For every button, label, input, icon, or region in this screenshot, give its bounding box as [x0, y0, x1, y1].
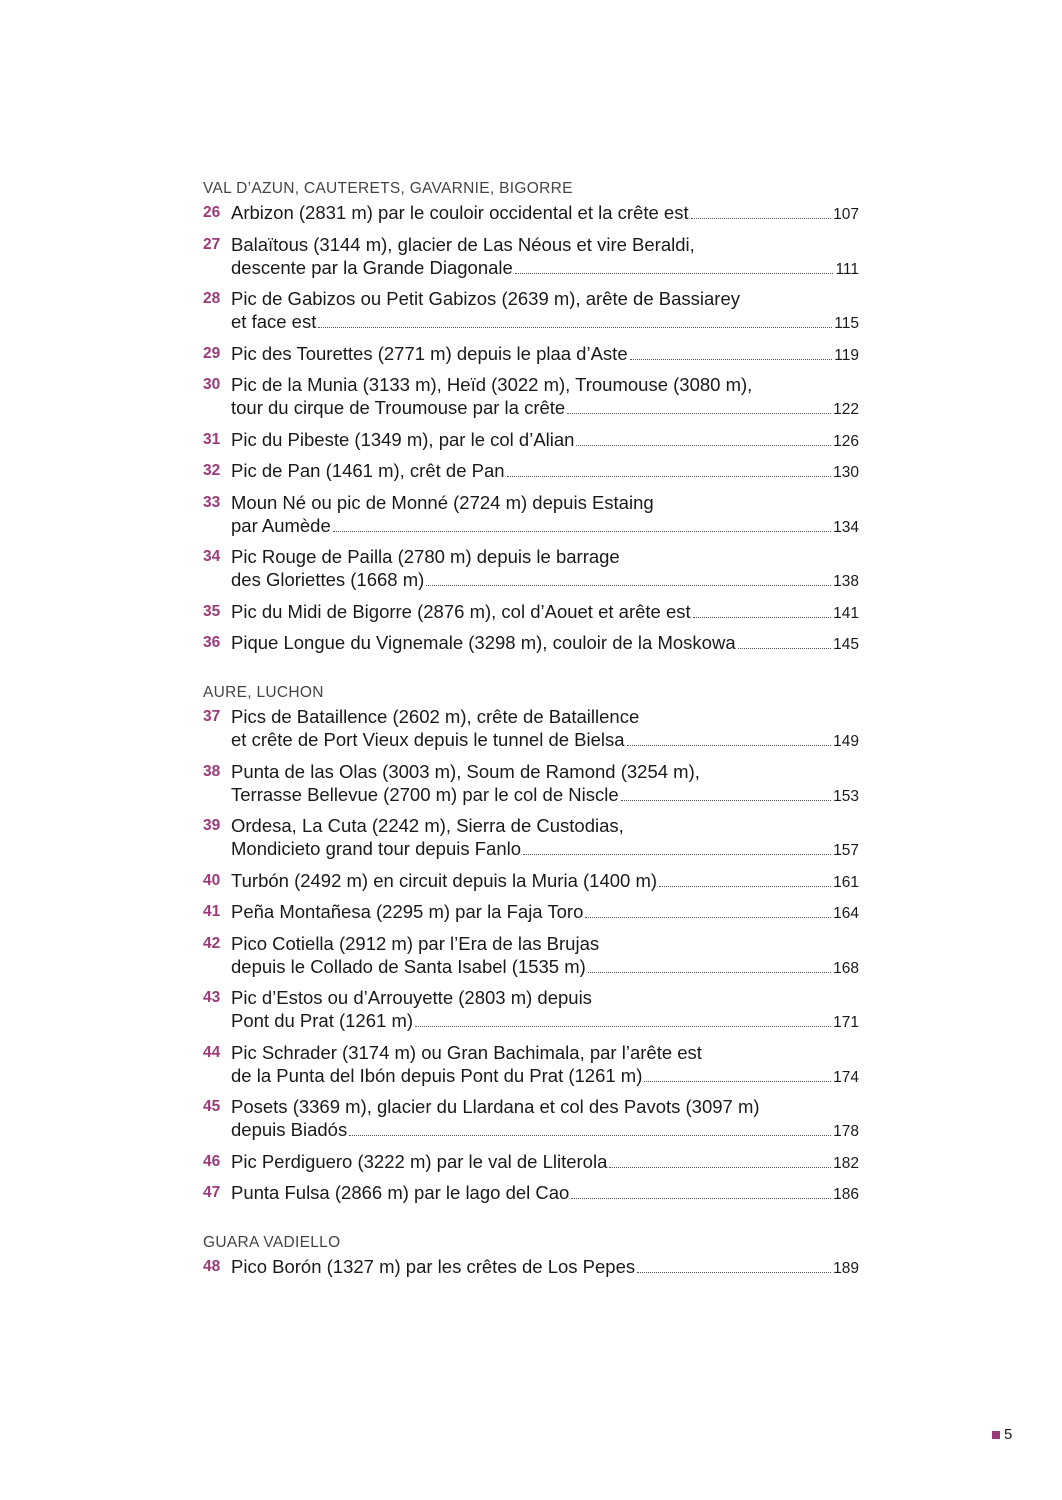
dot-leader	[659, 886, 831, 887]
entry-number: 35	[203, 602, 221, 620]
entry-page: 168	[833, 959, 859, 977]
toc-entry[interactable]	[203, 932, 859, 980]
entry-page: 157	[833, 842, 859, 859]
entry-number: 43	[203, 989, 221, 1006]
toc-entry[interactable]	[203, 1095, 859, 1143]
toc-entry[interactable]	[203, 631, 859, 656]
entry-number: 38	[203, 762, 221, 780]
entry-page: 186	[833, 1186, 859, 1203]
entry-page: 107	[833, 206, 859, 223]
entry-number: 46	[203, 1152, 221, 1170]
entry-number: 29	[203, 344, 221, 362]
entry-number: 44	[203, 1043, 221, 1061]
toc-entry[interactable]	[203, 459, 859, 484]
dot-leader	[515, 273, 834, 274]
toc-section	[203, 1233, 859, 1280]
entry-title: Pic d’Estos ou d’Arrouyette (2803 m) depuis	[231, 987, 592, 1008]
entry-title: de la Punta del Ibón depuis Pont du Prat (1261 m)	[231, 1064, 643, 1086]
square-marker-icon	[992, 1431, 1000, 1439]
toc-entry[interactable]	[203, 1041, 859, 1089]
entry-title: Pic de Pan (1461 m), crêt de Pan	[231, 460, 505, 481]
entry-title: depuis Biadós	[231, 1119, 348, 1140]
toc-entry[interactable]	[203, 900, 859, 925]
dot-leader	[585, 917, 831, 918]
entry-title: par Aumède	[231, 514, 331, 536]
page-number	[992, 1426, 1012, 1443]
toc-section	[203, 179, 859, 656]
entry-number: 27	[203, 235, 221, 253]
entry-title: Mondicieto grand tour depuis Fanlo	[231, 838, 522, 859]
toc-entry[interactable]	[203, 201, 859, 226]
toc-entry[interactable]	[203, 287, 859, 335]
entry-number: 36	[203, 634, 221, 651]
entry-number: 45	[203, 1098, 221, 1115]
entry-title: Peña Montañesa (2295 m) par la Faja Toro	[231, 901, 584, 922]
dot-leader	[415, 1026, 831, 1027]
entry-page: 182	[833, 1154, 859, 1172]
section-title: AURE, LUCHON	[203, 684, 324, 701]
entry-title: Punta Fulsa (2866 m) par le lago del Cao	[231, 1182, 570, 1203]
entry-title: depuis le Collado de Santa Isabel (1535 m)	[231, 955, 586, 977]
entry-page: 164	[833, 905, 859, 922]
dot-leader	[691, 218, 832, 219]
dot-leader	[333, 531, 831, 532]
entry-title: Pic Schrader (3174 m) ou Gran Bachimala, par l’arête est	[231, 1041, 702, 1063]
entry-title: Pic de Gabizos ou Petit Gabizos (2639 m), arête de Bassiarey	[231, 288, 741, 309]
entry-title: Terrasse Bellevue (2700 m) par le col de Niscle	[231, 783, 619, 805]
toc-entry[interactable]	[203, 233, 859, 281]
dot-leader	[630, 359, 833, 360]
entry-title: des Gloriettes (1668 m)	[231, 569, 425, 590]
entry-title: Pico Cotiella (2912 m) par l’Era de las Brujas	[231, 932, 600, 954]
entry-title: Arbizon (2831 m) par le couloir occidental et la crête est	[231, 202, 689, 223]
toc-entry[interactable]	[203, 760, 859, 808]
entry-page: 119	[834, 346, 859, 364]
dot-leader	[507, 476, 832, 477]
section-title: VAL D’AZUN, CAUTERETS, GAVARNIE, BIGORRE	[203, 180, 573, 197]
entry-title: Moun Né ou pic de Monné (2724 m) depuis Estaing	[231, 491, 654, 513]
dot-leader	[637, 1272, 831, 1273]
entry-title: Turbón (2492 m) en circuit depuis la Muria (1400 m)	[231, 869, 658, 891]
entry-title: Pic du Pibeste (1349 m), par le col d’Alian	[231, 428, 575, 450]
entry-page: 153	[833, 787, 859, 805]
entry-page: 145	[833, 636, 859, 653]
entry-number: 48	[203, 1258, 221, 1275]
toc-entry[interactable]	[203, 428, 859, 453]
entry-title: Pic du Midi de Bigorre (2876 m), col d’Aouet et arête est	[231, 600, 691, 622]
entry-title: Ordesa, La Cuta (2242 m), Sierra de Custodias,	[231, 815, 624, 836]
toc-entry[interactable]	[203, 342, 859, 367]
entry-title: tour du cirque de Troumouse par la crête	[231, 397, 566, 418]
dot-leader	[576, 445, 831, 446]
entry-number: 30	[203, 376, 221, 393]
dot-leader	[738, 648, 832, 649]
entry-title: Balaïtous (3144 m), glacier de Las Néous et vire Beraldi,	[231, 233, 695, 255]
table-of-contents	[203, 179, 859, 1307]
entry-number: 39	[203, 817, 221, 834]
dot-leader	[609, 1167, 831, 1168]
toc-entry[interactable]	[203, 1255, 859, 1280]
entry-number: 42	[203, 934, 221, 952]
toc-section	[203, 683, 859, 1206]
entry-title: Pico Borón (1327 m) par les crêtes de Los Pepes	[231, 1256, 636, 1277]
entry-number: 47	[203, 1184, 221, 1201]
entry-page: 122	[833, 401, 859, 418]
entry-title: Pic Rouge de Pailla (2780 m) depuis le barrage	[231, 546, 620, 567]
entry-title: Pic Perdiguero (3222 m) par le val de Lliterola	[231, 1150, 608, 1172]
toc-entry[interactable]	[203, 869, 859, 894]
toc-entry[interactable]	[203, 705, 859, 753]
dot-leader	[627, 745, 832, 746]
entry-number: 41	[203, 903, 221, 920]
section-title: GUARA VADIELLO	[203, 1234, 341, 1251]
entry-number: 34	[203, 548, 221, 565]
entry-title: Pique Longue du Vignemale (3298 m), couloir de la Moskowa	[231, 632, 736, 653]
toc-entry[interactable]	[203, 986, 859, 1034]
entry-title: descente par la Grande Diagonale	[231, 256, 513, 278]
entry-number: 37	[203, 708, 221, 725]
entry-title: et face est	[231, 311, 317, 332]
entry-title: et crête de Port Vieux depuis le tunnel de Bielsa	[231, 729, 625, 750]
toc-entry[interactable]	[203, 373, 859, 421]
dot-leader	[318, 327, 832, 328]
entry-title: Posets (3369 m), glacier du Llardana et col des Pavots (3097 m)	[231, 1096, 760, 1117]
entry-page: 171	[833, 1014, 859, 1031]
dot-leader	[644, 1081, 831, 1082]
entry-page: 161	[833, 873, 859, 891]
entry-page: 130	[833, 464, 859, 481]
toc-entry[interactable]	[203, 814, 859, 862]
dot-leader	[588, 972, 831, 973]
entry-page: 149	[833, 733, 859, 750]
entry-number: 40	[203, 871, 221, 889]
entry-page: 174	[833, 1068, 859, 1086]
page-number-text: 5	[1004, 1426, 1013, 1443]
entry-page: 141	[833, 604, 859, 622]
entry-title: Punta de las Olas (3003 m), Soum de Ramond (3254 m),	[231, 760, 700, 782]
entry-page: 178	[833, 1123, 859, 1140]
dot-leader	[349, 1135, 831, 1136]
entry-title: Pic des Tourettes (2771 m) depuis le plaa d’Aste	[231, 342, 628, 364]
entry-page: 115	[834, 315, 859, 332]
dot-leader	[426, 585, 831, 586]
dot-leader	[621, 800, 831, 801]
dot-leader	[567, 413, 831, 414]
toc-entry[interactable]	[203, 491, 859, 539]
entry-number: 32	[203, 462, 221, 479]
entry-title: Pics de Bataillence (2602 m), crête de Bataillence	[231, 706, 640, 727]
toc-entry[interactable]	[203, 545, 859, 593]
dot-leader	[523, 854, 831, 855]
entry-page: 134	[833, 518, 859, 536]
toc-entry[interactable]	[203, 1181, 859, 1206]
entry-number: 28	[203, 290, 221, 307]
entry-title: Pont du Prat (1261 m)	[231, 1010, 414, 1031]
entry-number: 31	[203, 430, 221, 448]
entry-title: Pic de la Munia (3133 m), Heïd (3022 m), Troumouse (3080 m),	[231, 374, 753, 395]
entry-page: 126	[833, 432, 859, 450]
dot-leader	[693, 617, 831, 618]
entry-page: 189	[833, 1260, 859, 1277]
toc-entry[interactable]	[203, 600, 859, 625]
entry-page: 111	[835, 260, 859, 278]
dot-leader	[571, 1198, 831, 1199]
entry-page: 138	[833, 573, 859, 590]
toc-entry[interactable]	[203, 1150, 859, 1175]
entry-number: 33	[203, 493, 221, 511]
entry-number: 26	[203, 204, 221, 221]
